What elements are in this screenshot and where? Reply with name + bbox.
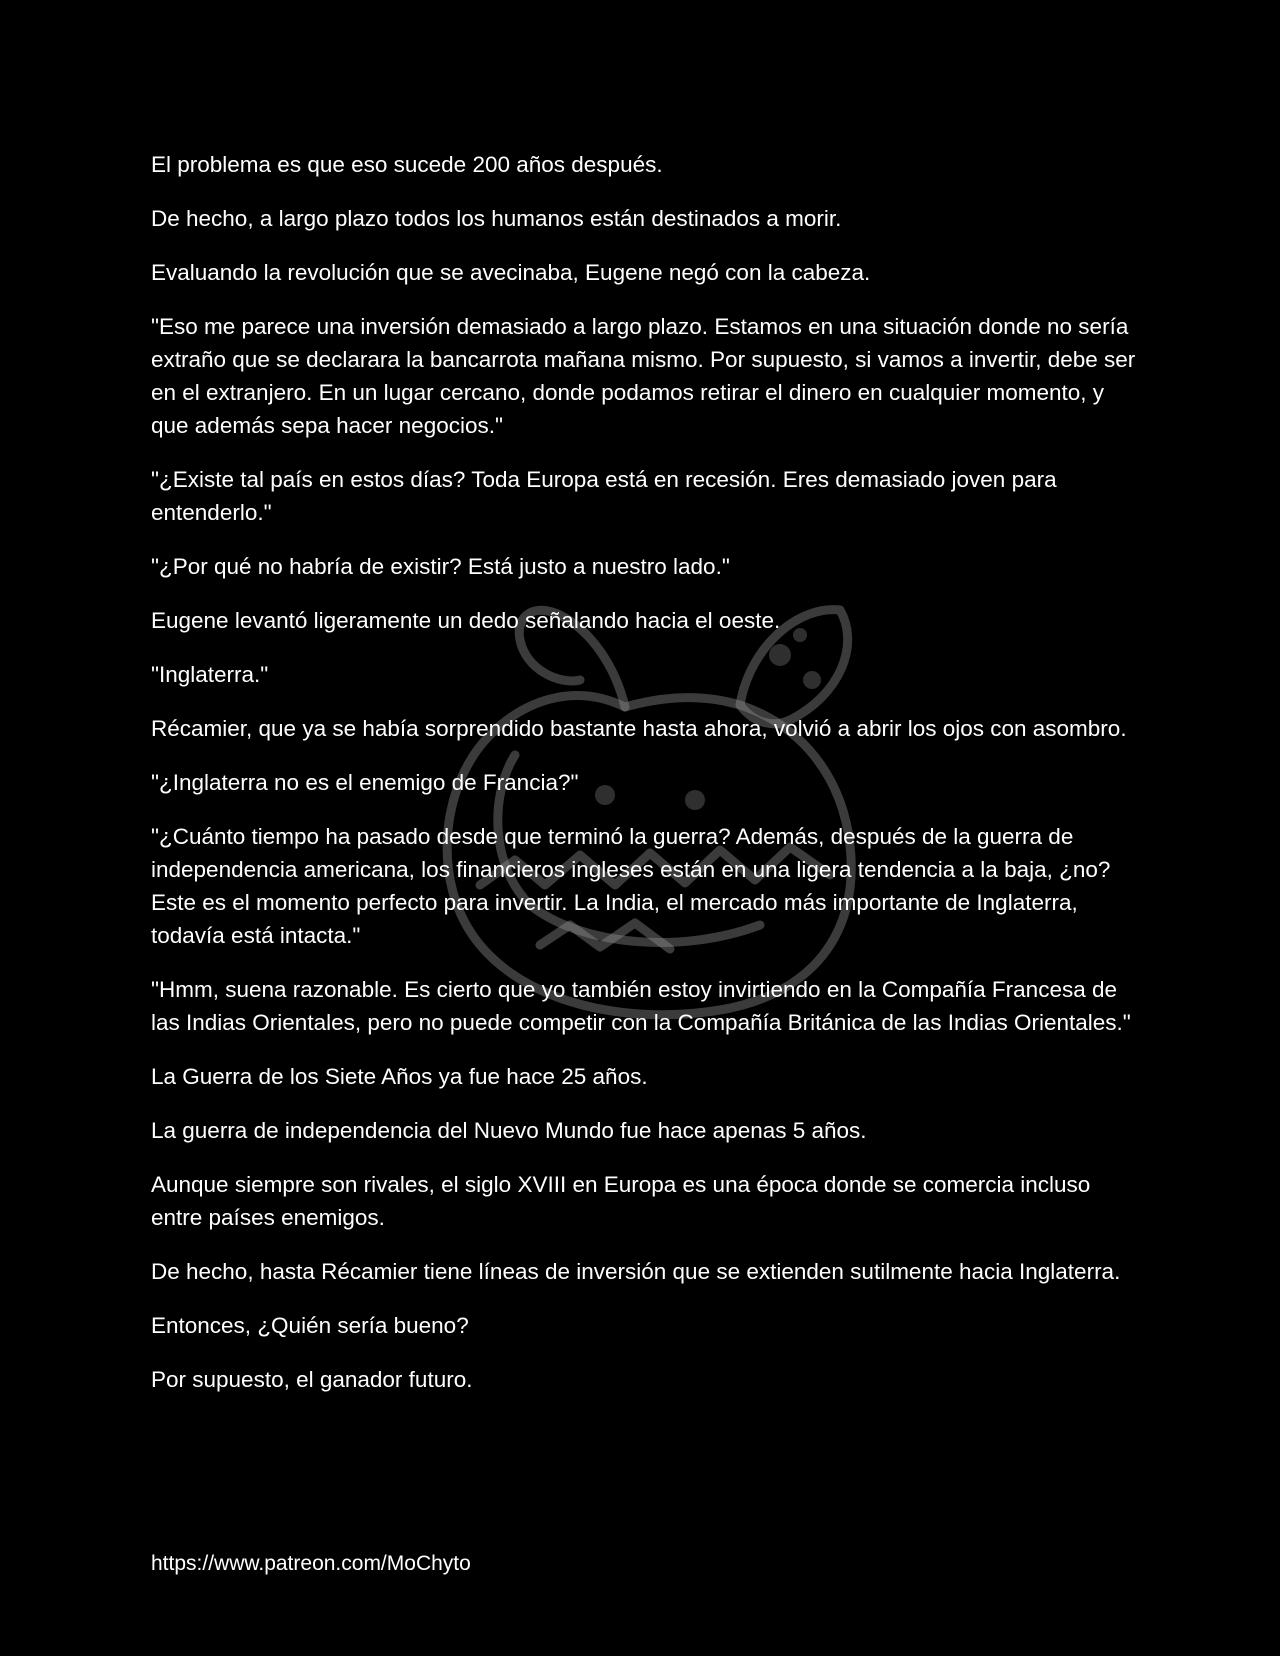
paragraph: El problema es que eso sucede 200 años después.	[151, 152, 663, 177]
paragraph: Récamier, que ya se había sorprendido bastante hasta ahora, volvió a abrir los ojos con asombro.	[151, 716, 1127, 741]
paragraph: "¿Por qué no habría de existir? Está justo a nuestro lado."	[151, 554, 730, 579]
paragraph: Eugene levantó ligeramente un dedo señalando hacia el oeste.	[151, 608, 781, 633]
patreon-link[interactable]: https://www.patreon.com/MoChyto	[151, 1552, 471, 1575]
paragraph: La Guerra de los Siete Años ya fue hace 25 años.	[151, 1064, 648, 1089]
paragraph: "¿Existe tal país en estos días? Toda Europa está en recesión. Eres demasiado joven para entenderlo."	[151, 467, 1057, 525]
paragraph: "Inglaterra."	[151, 662, 269, 687]
paragraph: "Eso me parece una inversión demasiado a largo plazo. Estamos en una situación donde no sería extraño que se declarara la bancarrota mañana mismo. Por supuesto, si vamos a invertir, debe ser en el extranjero. En un lugar cercano, donde podamos retirar el dinero en cualquier momento, y que además sepa hacer negocios."	[151, 314, 1136, 438]
paragraph: "¿Inglaterra no es el enemigo de Francia?"	[151, 770, 579, 795]
paragraph: Aunque siempre son rivales, el siglo XVIII en Europa es una época donde se comercia incluso entre países enemigos.	[151, 1172, 1091, 1230]
paragraph: La guerra de independencia del Nuevo Mundo fue hace apenas 5 años.	[151, 1118, 867, 1143]
paragraph: De hecho, hasta Récamier tiene líneas de inversión que se extienden sutilmente hacia Inglaterra.	[151, 1259, 1121, 1284]
paragraph: "¿Cuánto tiempo ha pasado desde que terminó la guerra? Además, después de la guerra de independencia americana, los financieros ingleses están en una ligera tendencia a la baja, ¿no? Este es el momento perfecto para invertir. La India, el mercado más importante de Inglaterra, todavía está intacta."	[151, 824, 1111, 948]
paragraph: Evaluando la revolución que se avecinaba, Eugene negó con la cabeza.	[151, 260, 871, 285]
chapter-text	[151, 148, 1141, 1417]
paragraph: Por supuesto, el ganador futuro.	[151, 1367, 473, 1392]
paragraph: De hecho, a largo plazo todos los humanos están destinados a morir.	[151, 206, 842, 231]
paragraph: Entonces, ¿Quién sería bueno?	[151, 1313, 469, 1338]
paragraph: "Hmm, suena razonable. Es cierto que yo también estoy invirtiendo en la Compañía Francesa de las Indias Orientales, pero no puede competir con la Compañía Británica de las Indias Orientales."	[151, 977, 1131, 1035]
